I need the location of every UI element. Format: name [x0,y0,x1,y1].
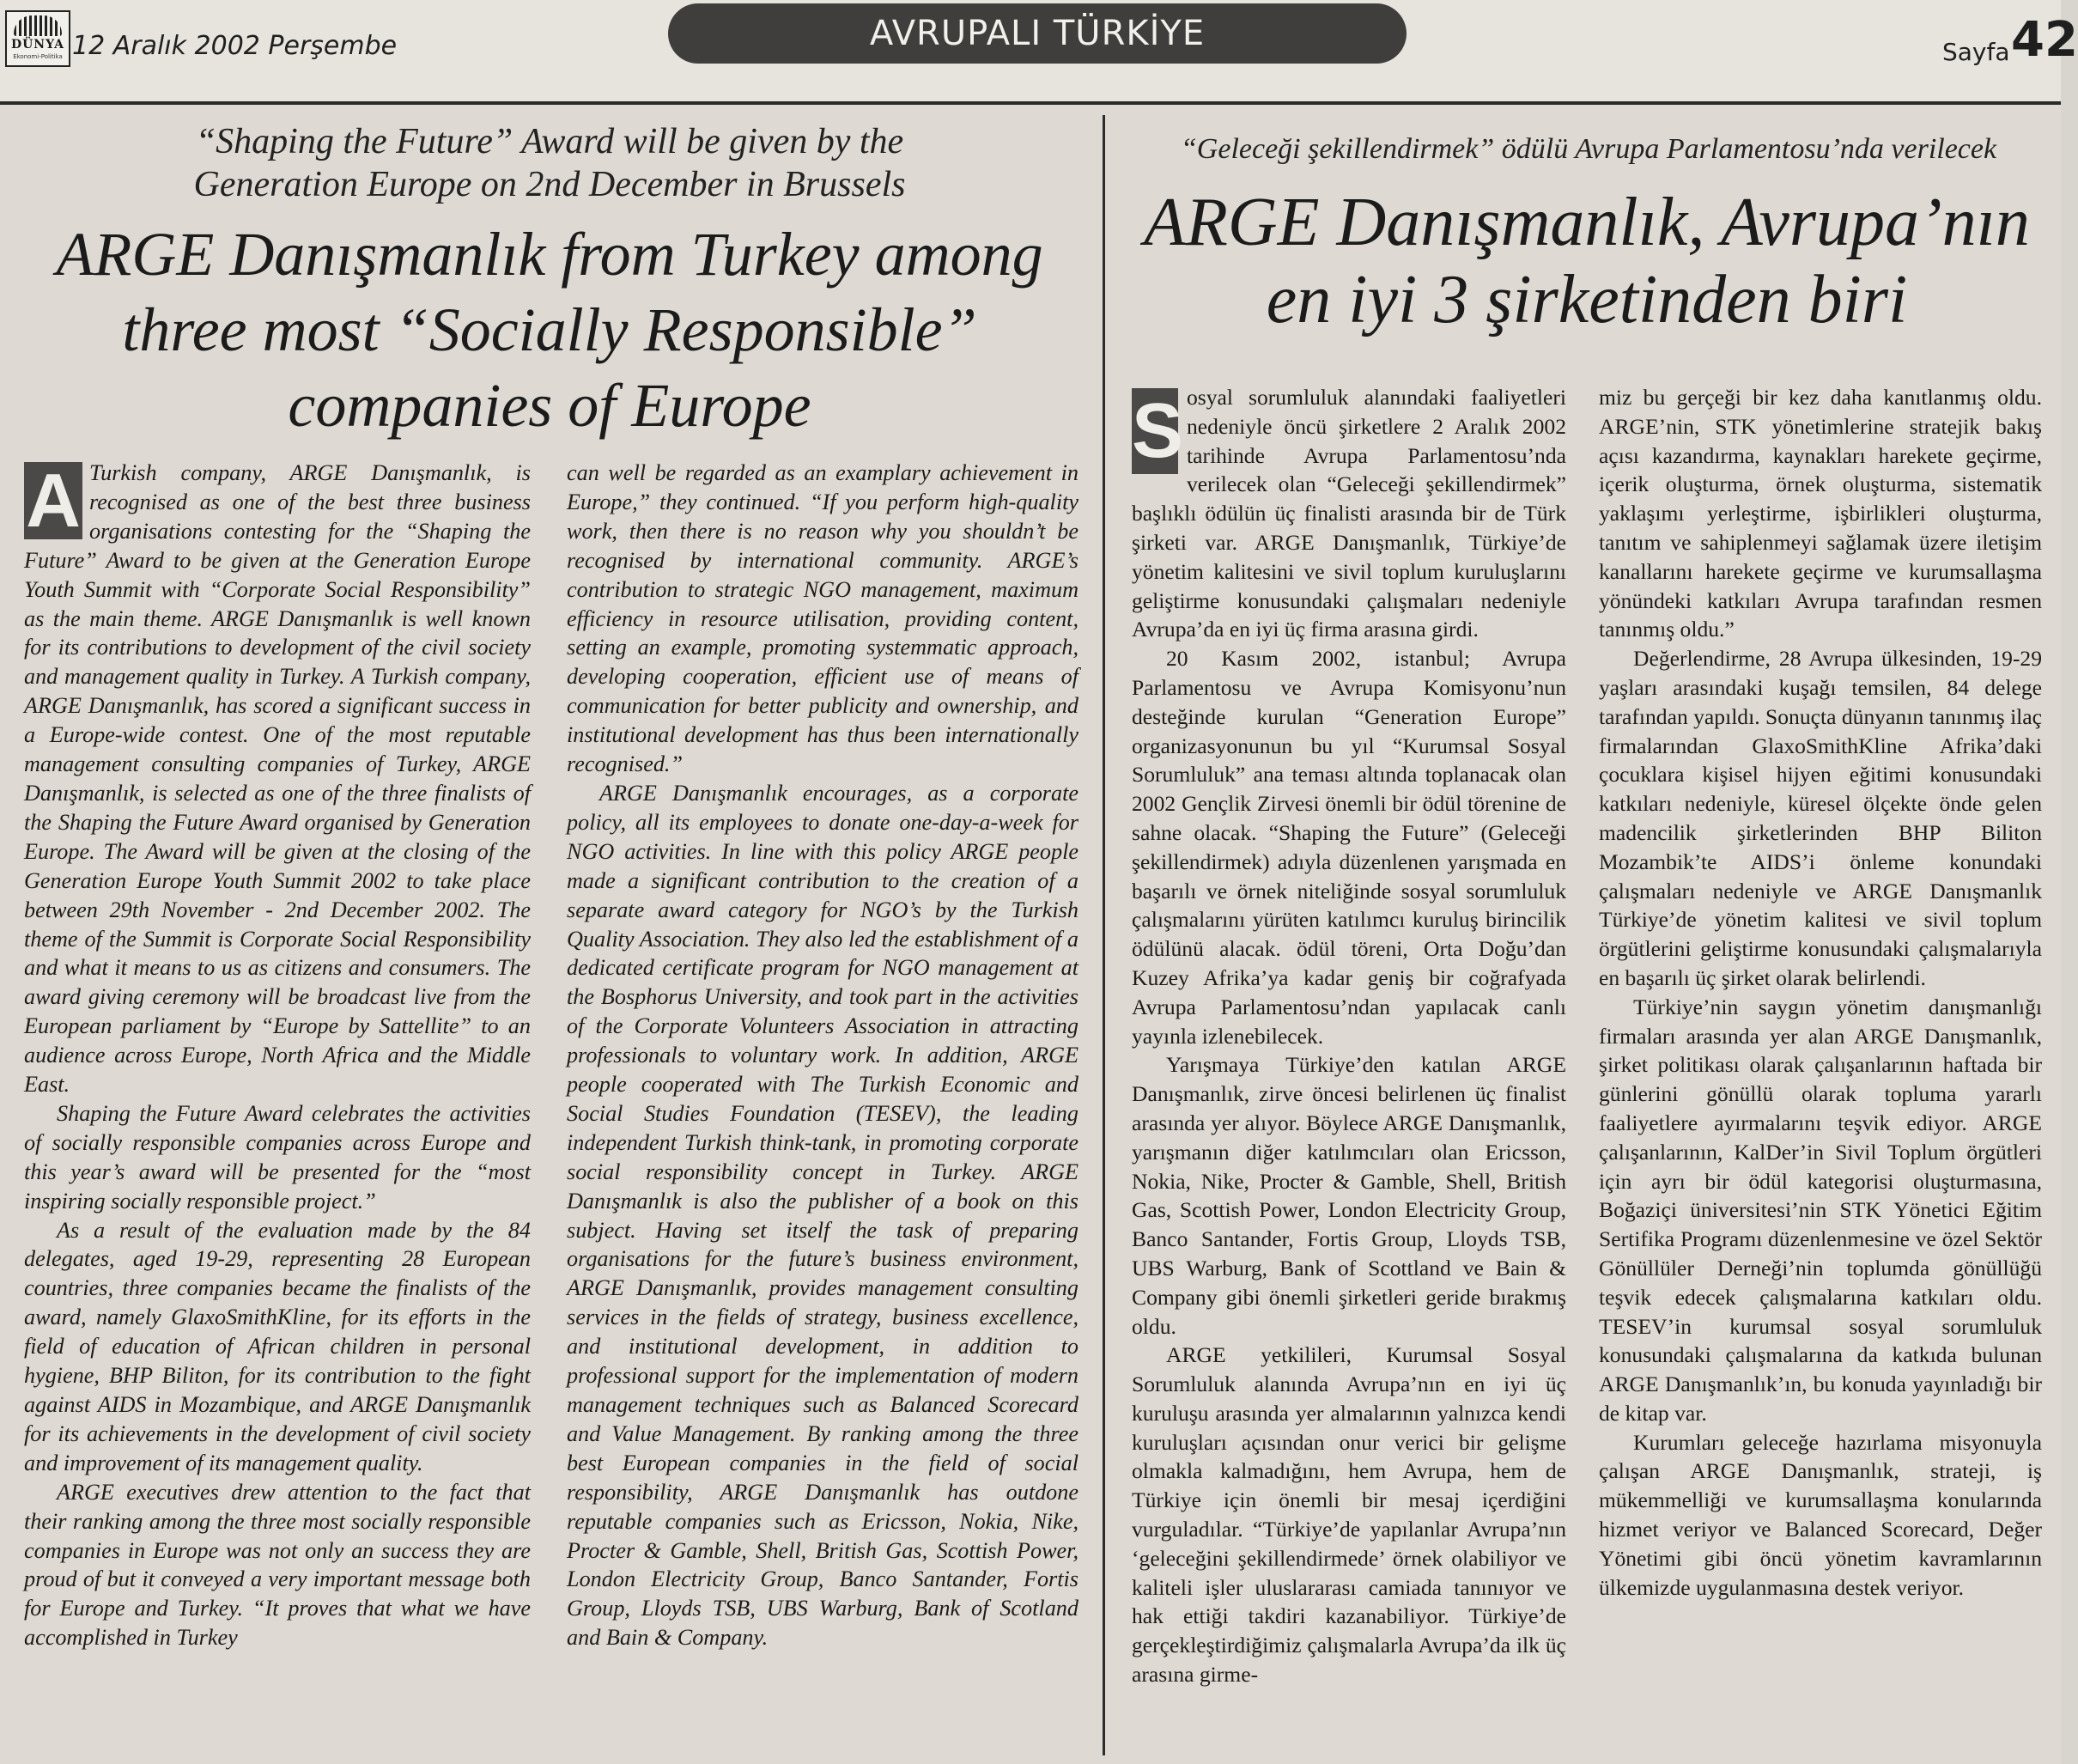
globe-icon [14,15,62,36]
turkish-paragraph: miz bu gerçeği bir kez daha kanıtlanmış oldu. ARGE’nin, STK yönetimlerine stratejik bakış açısı kazandırma, kaynakları harekete geçirme, içerik oluşturma, örnek oluşturma, sistematik yaklaşımı yerleştirme, işbirlikleri oluşturma, tanıtım ve sahiplenmeyi sağlamak üzere iletişim kanallarını harekete geçirme ve kurumsallaşma yönündeki katkıları Avrupa tarafından resmen tanınmış oldu.” [1599,385,2042,642]
column-divider [1103,115,1105,1755]
turkish-paragraph: ARGE yetkilileri, Kurumsal Sosyal Sorumluluk alanında Avrupa’nın en iyi üç kuruluşu arasında yer almalarının yalnızca kendi kuruluşları açısından onur verici bir gelişme olmakla kalmadığını, hem Avrupa, hem de Türkiye için önemli bir mesaj içerdiğini vurguladılar. “Türkiye’de yapılanlar Avrupa’nın ‘geleceğini şekillendirmede’ örnek olabiliyor ve kaliteli işler uluslararası camiada tanınıyor ve hak ettiği takdiri kazanabiliyor. Türkiye’de gerçekleştirdiğimiz çalışmalarla Avrupa’da ilk üç arasına girme- [1132,1342,1566,1688]
section-title: AVRUPALI TÜRKİYE [668,3,1407,64]
turkish-column-1 [1132,383,1566,1689]
turkish-paragraph: Yarışmaya Türkiye’den katılan ARGE Danışmanlık, zirve öncesi belirlenen üç finalist arasında yer alıyor. Böylece ARGE Danışmanlık, yarışmanın diğer katılımcıları olan Ericsson, Nokia, Nike, Procter & Gamble, Shell, British Gas, Scottish Power, London Electricity Group, Banco Santander, Fortis Group, Lloyds TSB, UBS Warburg, Bank of Scottland ve Bain & Company gibi önemli şirketleri geride bırakmış oldu. [1132,1052,1566,1339]
turkish-headline: ARGE Danışmanlık, Avrupa’nın en iyi 3 şirketinden biri [1144,185,2030,338]
english-kicker: “Shaping the Future” Award will be given by the Generation Europe on 2nd December in Brussels [193,122,906,204]
english-headline: ARGE Danışmanlık from Turkey among three most “Socially Responsible” companies of Europe [56,220,1043,440]
page-number: 42 [2011,12,2078,68]
turkish-paragraph: Türkiye’nin saygın yönetim danışmanlığı firmaları arasında yer alan ARGE Danışmanlık, şirket politikası olarak çalışanlarının haftada bir günlerini gönüllü olarak topluma yararlı faaliyetlere ayırmalarını teşvik ediyor. ARGE çalışanlarının, KalDer’in Sivil Toplum örgütleri için ayrı bir ödül kategorisi oluşturmasına, Boğaziçi üniversitesi’nin STK Yönetici Eğitim Sertifika Programı düzenlenmesine ve özel Sektör Gönüllüler Derneği’nin toplumda gönüllüğü teşvik edecek çalışmalarına katkıları oldu. TESEV’in kurumsal sosyal sorumluluk konusundaki çalışmalarına da katkıda bulunan ARGE Danışmanlık’ın, bu konuda yayınladığı bir de kitap var. [1599,994,2042,1426]
newspaper-logo [5,10,70,67]
english-column-2 [567,459,1078,1652]
turkish-dropcap: S [1132,388,1184,474]
page-header [0,0,2078,105]
english-paragraph: Shaping the Future Award celebrates the activities of socially responsible companies across Europe and this year’s award will be presented for the “most inspiring socially responsible project.” [24,1100,531,1214]
english-paragraph: can well be regarded as an examplary achievement in Europe,” they continued. “If you perform high-quality work, then there is no reason why you shouldn’t be recognised by international community. ARGE’s contribution to strategic NGO management, maximum efficiency in resource utilisation, providing content, setting an example, promoting systemmatic approach, developing cooperation, efficient use of means of communication for better publicity and ownership, and institutional development has thus been internationally recognised.” [567,460,1078,777]
english-paragraph: A Turkish company, ARGE Danışmanlık, is recognised as one of the best three business organisations contesting for the “Shaping the Future” Award to be given at the Generation Europe Youth Summit with “Corporate Social Responsibility” as the main theme. ARGE Danışmanlık is well known for its contributions to development of the civil society and management quality in Turkey. A Turkish company, ARGE Danışmanlık, has scored a significant success in a Europe-wide contest. One of the most reputable management consulting companies of Turkey, ARGE Danışmanlık, is selected as one of the three finalists of the Shaping the Future Award organised by Generation Europe. The Award will be given at the closing of the Generation Europe Youth Summit 2002 to take place between 29th November - 2nd December 2002. The theme of the Summit is Corporate Social Responsibility and what it means to us as citizens and consumers. The award giving ceremony will be broadcast live from the European parliament by “Europe by Sattellite” to an audience across Europe, North Africa and the Middle East. [24,458,531,1098]
turkish-paragraph: Değerlendirme, 28 Avrupa ülkesinden, 19-29 yaşları arasındaki kuşağı temsilen, 84 delege tarafından yapıldı. Sonuçta dünyanın tanınmış ilaç firmalarından GlaxoSmithKline Afrika’daki çocuklara kişisel hijyen eğitimi konusundaki katkıları nedeniyle, küresel ölçekte önde gelen madencilik şirketlerinden BHP Biliton Mozambik’te AIDS’i önleme konundaki çalışmaları nedeniyle ve ARGE Danışmanlık Türkiye’de yönetim kalitesi ve sivil toplum örgütlerini geliştirme konusundaki çalışmalarıyla en başarılı üç şirket olarak belirlendi. [1599,646,2043,990]
turkish-column-2 [1599,383,2042,1602]
english-paragraph: ARGE Danışmanlık encourages, as a corporate policy, all its employees to donate one-day-a-week for NGO activities. In line with this policy ARGE people made a significant contribution to the creation of a separate award category for NGO’s by the Turkish Quality Association. They also led the establishment of a dedicated certificate program for NGO management at the Bosphorus University, and took part in the activities of the Corporate Volunteers Association in attracting professionals to voluntary work. In addition, ARGE people cooperated with The Turkish Economic and Social Studies Foundation (TESEV), the leading independent Turkish think-tank, in promoting corporate social responsibility concept in Turkey. ARGE Danışmanlık is also the publisher of a book on this subject. Having set itself the task of preparing organisations for the future’s business environment, ARGE Danışmanlık, provides management consulting services in the fields of strategy, business excellence, and institutional development, in addition to professional support for the implementation of modern management techniques such as Balanced Scorecard and Value Management. By ranking among the three best European companies in the field of social responsibility, ARGE Danışmanlık has outdone reputable companies such as Ericsson, Nokia, Nike, Procter & Gamble, Shell, British Gas, Scottish Power, London Electricity Group, Banco Santander, Fortis Group, Lloyds TSB, UBS Warburg, Bank of Scotland and Bain & Company. [567,780,1078,1651]
issue-date: 12 Aralık 2002 Perşembe [72,31,398,61]
english-column-1 [24,459,531,1652]
turkish-kicker: “Geleceği şekillendirmek” ödülü Avrupa Parlamentosu’nda verilecek [1180,133,1997,165]
turkish-paragraph: S osyal sorumluluk alanındaki faaliyetleri nedeniyle öncü şirketlere 2 Aralık 2002 tarihinde Avrupa Parlamentosu’nda verilecek olan “Geleceği şekillendirmek” başlıklı ödülün üç finalisti arasında bir de Türk şirketi var. ARGE Danışmanlık, Türkiye’de yönetim kalitesini ve sivil toplum kuruluşlarını geliştirme konusundaki çalışmaları nedeniyle Avrupa’da en iyi üç firma arasına girdi. [1132,385,1566,642]
logo-subtitle: Ekonomi-Politika [13,53,63,60]
turkish-paragraph: 20 Kasım 2002, istanbul; Avrupa Parlamentosu ve Avrupa Komisyonu’nun desteğinde kurulan “Generation Europe” organizasyonunun bu yıl “Kurumsal Sosyal Sorumluluk” ana teması altında toplanacak olan 2002 Gençlik Zirvesi önemli bir ödül törenine de sahne olacak. “Shaping the Future” (Geleceği şekillendirmek) adıyla düzenlenen yarışmada en başarılı ve örnek niteliğinde sosyal sorumluluk çalışmalarını yürüten katılımcı kuruluş birincilik ödülünü alacak. ödül töreni, Orta Doğu’dan Kuzey Afrika’ya kadar geniş bir coğrafyada Avrupa Parlamentosu’ndan yapılacak canlı yayınla izlenebilecek. [1132,646,1566,1049]
english-paragraph: As a result of the evaluation made by the 84 delegates, aged 19-29, representing 28 European countries, three companies became the finalists of the award, namely GlaxoSmithKline, for its efforts in the field of education of African children in personal hygiene, BHP Biliton, for its contribution to the fight against AIDS in Mozambique, and ARGE Danışmanlık for its achievements in the development of civil society and improvement of its management quality. [24,1217,531,1475]
logo-name: DÜNYA [10,38,65,52]
english-dropcap: A [24,462,82,539]
page-label: Sayfa [1942,38,2010,66]
turkish-paragraph: Kurumları geleceğe hazırlama misyonuyla çalışan ARGE Danışmanlık, strateji, iş mükemmelliği ve kurumsallaşma konularında hizmet veriyor ve Balanced Scorecard, Değer Yönetimi gibi öncü yönetim kavramlarının ülkemizde uygulanmasına destek veriyor. [1599,1429,2042,1600]
english-paragraph: ARGE executives drew attention to the fact that their ranking among the three most socially responsible companies in Europe was not only an success they are proud of but it conveyed a very important message both for Europe and Turkey. “It proves that what we have accomplished in Turkey [24,1479,531,1651]
